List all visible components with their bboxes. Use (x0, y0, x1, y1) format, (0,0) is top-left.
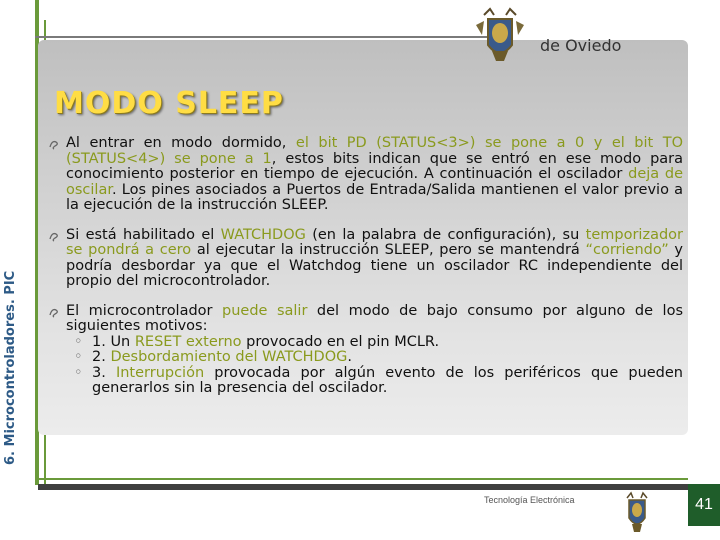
item-text: 1. Un (92, 333, 135, 350)
item-text: 3. (92, 364, 116, 381)
item-text: . (347, 349, 352, 365)
p3-text-2: del modo de bajo consumo por alguno de los siguientes motivos: (66, 302, 683, 334)
item-text: provocado en el pin MCLR. (241, 333, 440, 350)
university-name (540, 14, 680, 56)
bullet-icon (48, 229, 62, 243)
p3-highlight-1: puede salir (222, 302, 308, 319)
p1-text-1: Al entrar en modo dormido, (66, 135, 296, 151)
university-crest-icon (620, 490, 654, 536)
p2-highlight-2: temporizador se pondrá a cero (66, 226, 683, 258)
top-rule (35, 36, 495, 38)
sub-bullet: ◦ (74, 333, 83, 350)
p1-highlight-1: el bit PD (STATUS<3>) se pone a 0 y el bit TO (STATUS<4>) se pone a 1 (66, 135, 683, 167)
footer-accent-line (38, 478, 688, 480)
p2-text-4: y podría desbordar ya que el Watchdog tiene un oscilador RC independiente del propio del microcontrolador. (66, 242, 684, 289)
item-highlight: Interrupción (115, 364, 205, 381)
p3-text-1: El microcontrolador (66, 302, 223, 319)
footer-bar (38, 484, 688, 490)
item-highlight: RESET externo (134, 333, 242, 350)
p2-text-1: Si está habilitado el (66, 226, 221, 243)
university-name-line2: de Oviedo (540, 36, 622, 55)
accent-line-top (35, 0, 39, 20)
sub-bullet: ◦ (74, 349, 83, 365)
list-item (74, 335, 683, 351)
item-text: 2. (92, 349, 111, 365)
item-text: provocada por algún evento de los periféricos que pueden generarlos sin la presencia del oscilador. (92, 364, 683, 396)
sub-bullet: ◦ (74, 364, 83, 381)
p1-text-3: . Los pines asociados a Puertos de Entrada/Salida mantienen el valor previo a la ejecución de la instrucción SLEEP. (66, 181, 683, 213)
list-item (74, 350, 683, 366)
footer-text: Tecnología Electrónica (484, 495, 575, 505)
wakeup-reasons-list (74, 335, 683, 397)
p2-highlight-1: WATCHDOG (220, 226, 306, 243)
p2-highlight-3: “corriendo” (585, 242, 669, 258)
course-side-label: 6. Microcontroladores. PIC (3, 270, 18, 465)
p2-text-3: al ejecutar la instrucción SLEEP, pero se mantendrá (191, 242, 586, 258)
paragraph-wakeup (48, 304, 683, 397)
page-number: 41 (688, 484, 720, 526)
university-crest-icon (470, 5, 530, 67)
paragraph-watchdog (48, 228, 683, 290)
p2-text-2: (en la palabra de configuración), su (305, 226, 586, 243)
list-item (74, 366, 683, 397)
p1-highlight-2: deja de oscilar (66, 166, 683, 198)
bullet-icon (48, 305, 62, 319)
paragraph-sleep-entry (48, 136, 683, 214)
item-highlight: Desbordamiento del WATCHDOG (110, 349, 348, 365)
slide-content (48, 136, 683, 411)
slide-title: MODO SLEEP (54, 86, 284, 121)
university-name-line1: Universidad (540, 15, 636, 34)
bullet-icon (48, 137, 62, 151)
p1-text-2: , estos bits indican que se entró en ese modo para conocimiento posterior en tiempo de ejecución. A continuación el oscilador (66, 150, 684, 182)
